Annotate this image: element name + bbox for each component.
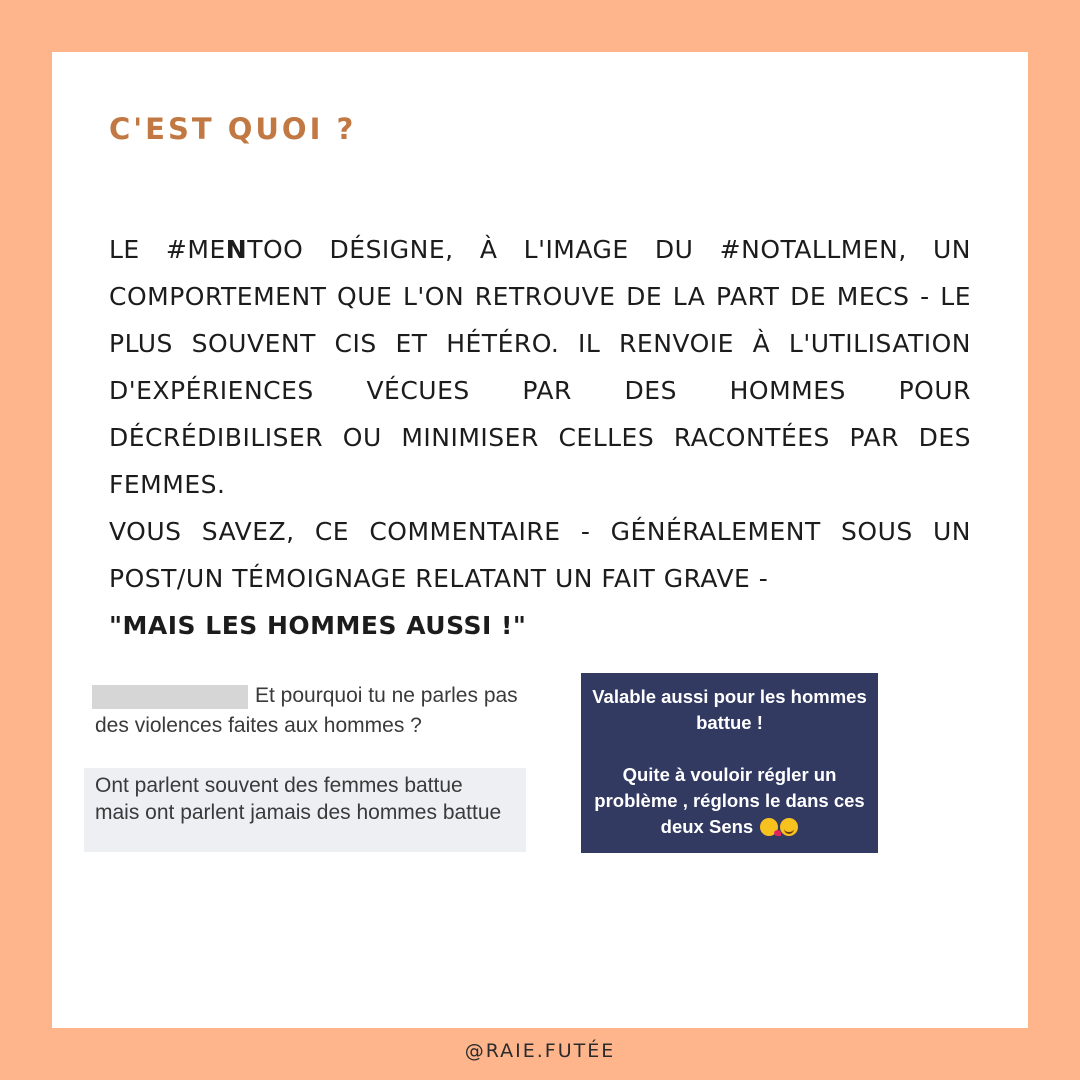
body-text	[109, 226, 971, 649]
account-handle: @RAIE.FUTÉE	[464, 1040, 616, 1062]
screenshot-right-line-two-text: Quite à vouloir régler un problème , réglons le dans ces deux Sens	[594, 764, 865, 837]
screenshot-right-line-one: Valable aussi pour les hommes battue !	[592, 686, 867, 733]
quote: "MAIS LES HOMMES AUSSI !"	[109, 611, 527, 640]
kissing-face-emoji-icon	[760, 818, 778, 836]
comment-two-text: Ont parlent souvent des femmes battue mais ont parlent jamais des hommes battue	[95, 774, 502, 824]
comment-two	[84, 768, 526, 852]
winking-face-emoji-icon	[780, 818, 798, 836]
screenshot-right	[581, 673, 878, 853]
screenshot-right-line-two	[581, 762, 878, 840]
paragraph-comment-intro: VOUS SAVEZ, CE COMMENTAIRE - GÉNÉRALEMENT SOUS UN POST/UN TÉMOIGNAGE RELATANT UN FAIT GRAVE -	[109, 517, 971, 593]
heading: C'EST QUOI ?	[109, 112, 357, 146]
paragraph-definition-prefix: LE #ME	[109, 235, 226, 264]
content-card	[52, 52, 1028, 1028]
screenshot-left	[84, 680, 526, 852]
comment-one	[84, 680, 526, 760]
paragraph-definition-suffix: TOO DÉSIGNE, À L'IMAGE DU #NOTALLMEN, UN COMPORTEMENT QUE L'ON RETROUVE DE LA PART DE MECS - LE PLUS SOUVENT CIS ET HÉTÉRO. IL RENVOIE À L'UTILISATION D'EXPÉRIENCES VÉCUES PAR DES HOMMES POUR DÉCRÉDIBILISER OU MINIMISER CELLES RACONTÉES PAR DES FEMMES.	[109, 235, 972, 499]
paragraph-definition-bold-letter: N	[225, 235, 248, 264]
paragraph-definition	[109, 226, 971, 508]
comment-one-text: Et pourquoi tu ne parles pas des violences faites aux hommes ?	[95, 684, 518, 737]
